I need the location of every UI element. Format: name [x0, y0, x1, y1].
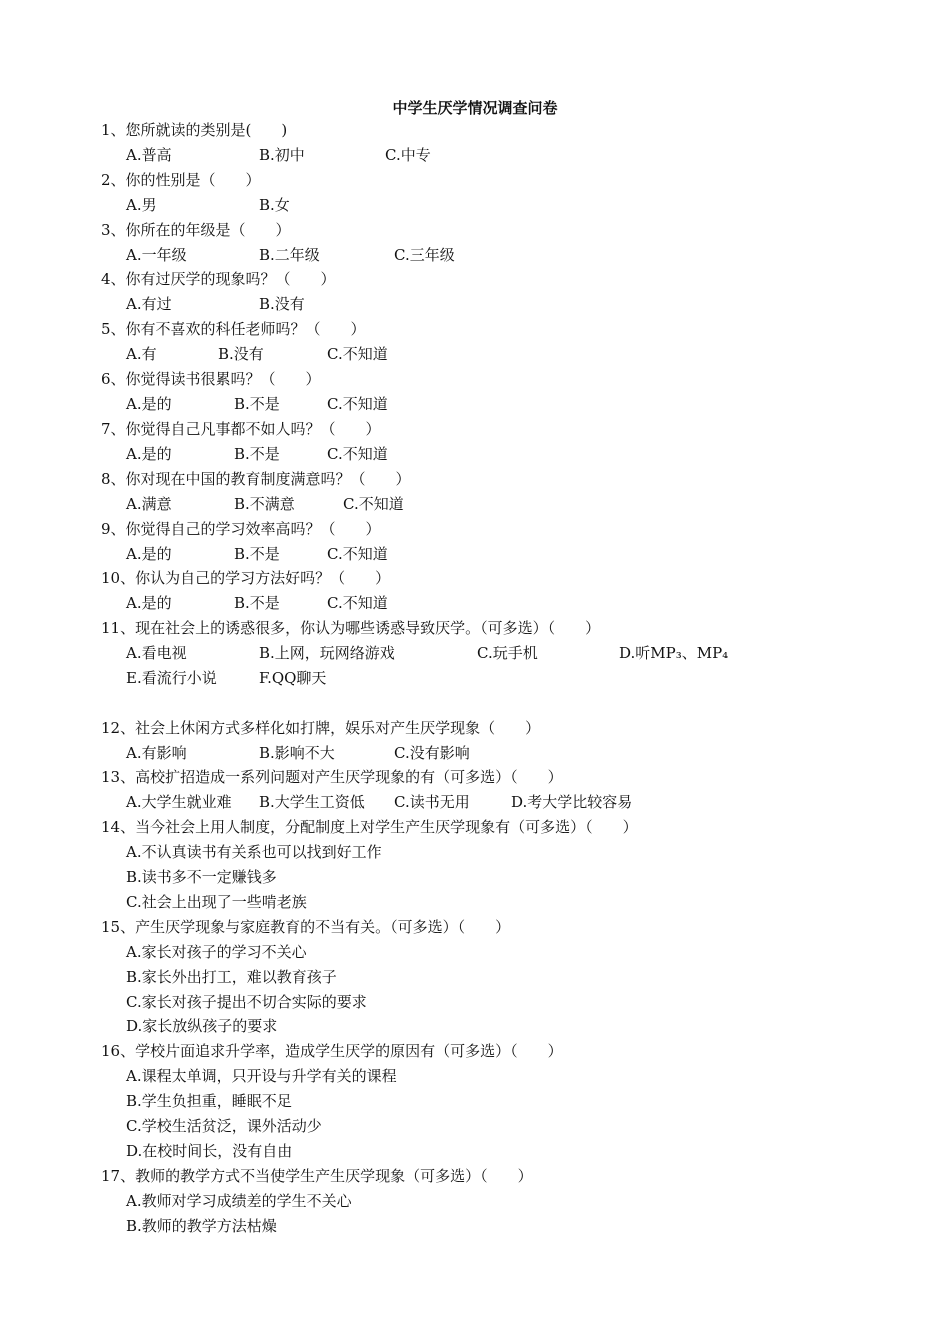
question-3: 3、你所在的年级是（ ）	[101, 221, 291, 239]
option: A.有影响	[126, 744, 187, 762]
question-14: 14、当今社会上用人制度，分配制度上对学生产生厌学现象有（可多选）（ ）	[101, 818, 638, 836]
option: C.学校生活贫泛，课外活动少	[126, 1117, 322, 1135]
option: C.三年级	[394, 246, 455, 264]
option: A.不认真读书有关系也可以找到好工作	[126, 843, 382, 861]
option: B.二年级	[259, 246, 320, 264]
question-4: 4、你有过厌学的现象吗？（ ）	[101, 270, 336, 288]
option: B.没有	[218, 345, 264, 363]
option: B.不是	[234, 594, 280, 612]
option: C.不知道	[327, 445, 388, 463]
question-6: 6、你觉得读书很累吗？（ ）	[101, 370, 321, 388]
option: E.看流行小说	[126, 669, 217, 687]
question-12: 12、社会上休闲方式多样化如打牌，娱乐对产生厌学现象（ ）	[101, 719, 541, 737]
option: C.不知道	[327, 594, 388, 612]
option: C.社会上出现了一些啃老族	[126, 893, 307, 911]
option: A.男	[126, 196, 157, 214]
question-8: 8、你对现在中国的教育制度满意吗？（ ）	[101, 470, 411, 488]
option: C.读书无用	[394, 793, 470, 811]
option: C.没有影响	[394, 744, 470, 762]
option: C.家长对孩子提出不切合实际的要求	[126, 993, 367, 1011]
question-7: 7、你觉得自己凡事都不如人吗？（ ）	[101, 420, 381, 438]
option: A.普高	[126, 146, 172, 164]
option: A.有过	[126, 295, 172, 313]
option: B.家长外出打工，难以教育孩子	[126, 968, 337, 986]
option: D.听MP₃、MP₄	[619, 644, 729, 662]
option: A.一年级	[126, 246, 187, 264]
option: A.大学生就业难	[126, 793, 232, 811]
option: B.教师的教学方法枯燥	[126, 1217, 277, 1235]
option: B.没有	[259, 295, 305, 313]
option: D.考大学比较容易	[511, 793, 633, 811]
option: B.不是	[234, 545, 280, 563]
option: B.女	[259, 196, 290, 214]
option: C.不知道	[327, 395, 388, 413]
option: B.大学生工资低	[259, 793, 365, 811]
option: C.玩手机	[477, 644, 538, 662]
option: C.不知道	[327, 545, 388, 563]
question-9: 9、你觉得自己的学习效率高吗？（ ）	[101, 520, 381, 538]
option: A.课程太单调，只开设与升学有关的课程	[126, 1067, 397, 1085]
option: C.不知道	[343, 495, 404, 513]
option: A.家长对孩子的学习不关心	[126, 943, 307, 961]
option: D.在校时间长，没有自由	[126, 1142, 293, 1160]
option: F.QQ聊天	[259, 669, 327, 687]
question-1: 1、您所就读的类别是( )	[101, 121, 288, 139]
page-title: 中学生厌学情况调查问卷	[392, 99, 558, 117]
question-15: 15、产生厌学现象与家庭教育的不当有关。（可多选）（ ）	[101, 918, 511, 936]
option: B.不是	[234, 395, 280, 413]
option: B.上网，玩网络游戏	[259, 644, 395, 662]
option: B.读书多不一定赚钱多	[126, 868, 277, 886]
question-13: 13、高校扩招造成一系列问题对产生厌学现象的有（可多选）（ ）	[101, 768, 563, 786]
option: B.影响不大	[259, 744, 335, 762]
question-2: 2、你的性别是（ ）	[101, 171, 261, 189]
option: D.家长放纵孩子的要求	[126, 1017, 278, 1035]
option: B.学生负担重，睡眠不足	[126, 1092, 292, 1110]
option: A.满意	[126, 495, 172, 513]
option: A.教师对学习成绩差的学生不关心	[126, 1192, 352, 1210]
option: A.是的	[126, 445, 172, 463]
question-11: 11、现在社会上的诱惑很多，你认为哪些诱惑导致厌学。（可多选）（ ）	[101, 619, 601, 637]
option: B.不满意	[234, 495, 295, 513]
option: B.不是	[234, 445, 280, 463]
option: C.中专	[385, 146, 431, 164]
question-16: 16、学校片面追求升学率，造成学生厌学的原因有（可多选）（ ）	[101, 1042, 563, 1060]
question-17: 17、教师的教学方式不当使学生产生厌学现象（可多选）（ ）	[101, 1167, 533, 1185]
option: A.看电视	[126, 644, 187, 662]
question-5: 5、你有不喜欢的科任老师吗？（ ）	[101, 320, 366, 338]
option: B.初中	[259, 146, 305, 164]
option: A.是的	[126, 594, 172, 612]
question-10: 10、你认为自己的学习方法好吗？（ ）	[101, 569, 391, 587]
option: C.不知道	[327, 345, 388, 363]
option: A.有	[126, 345, 157, 363]
option: A.是的	[126, 545, 172, 563]
option: A.是的	[126, 395, 172, 413]
